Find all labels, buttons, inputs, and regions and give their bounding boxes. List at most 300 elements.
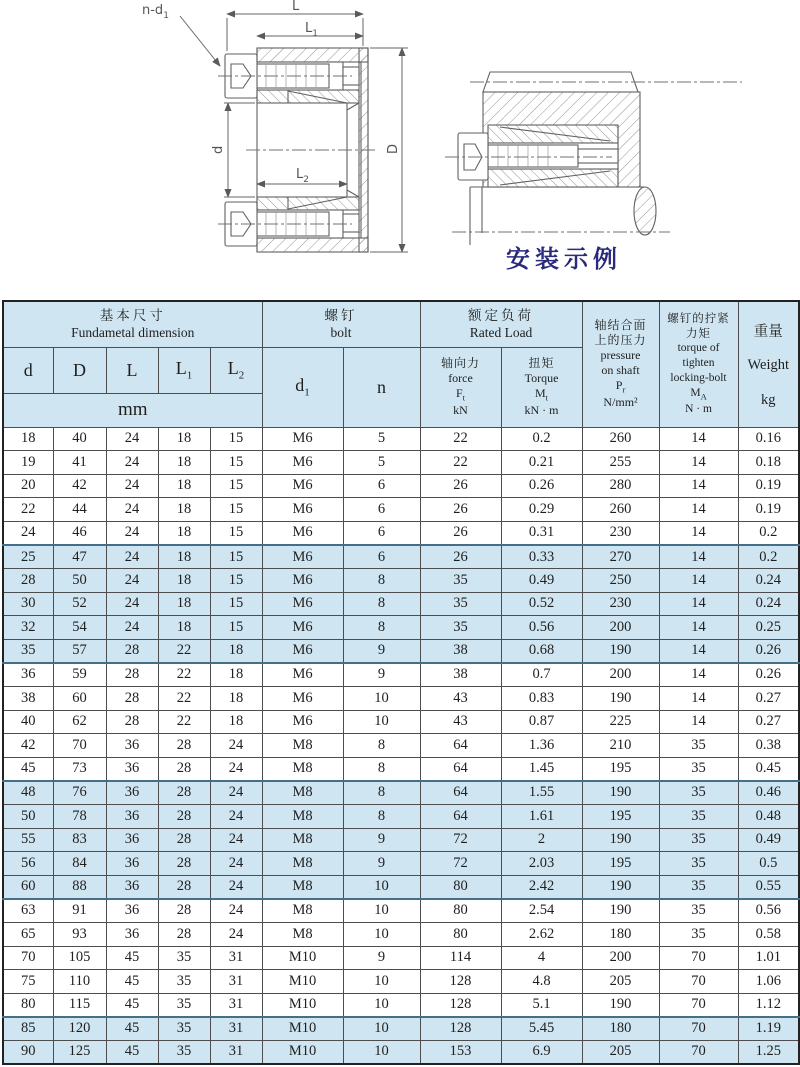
header-bolt-en: bolt xyxy=(330,324,352,340)
cell-d1: M8 xyxy=(262,781,343,805)
cell-locking-torque: 14 xyxy=(659,451,738,475)
cell-L1: 22 xyxy=(158,663,210,687)
cell-force: 64 xyxy=(420,734,501,758)
cell-force: 26 xyxy=(420,521,501,545)
cell-weight: 0.5 xyxy=(738,852,799,876)
cell-weight: 0.2 xyxy=(738,545,799,569)
cell-pressure: 195 xyxy=(582,805,659,829)
cell-pressure: 195 xyxy=(582,757,659,781)
cell-L2: 31 xyxy=(210,946,262,970)
cell-D: 88 xyxy=(53,875,106,899)
cell-pressure: 200 xyxy=(582,663,659,687)
cell-L1: 28 xyxy=(158,899,210,923)
cell-torque: 0.29 xyxy=(501,498,582,522)
cell-pressure: 190 xyxy=(582,828,659,852)
cell-torque: 1.45 xyxy=(501,757,582,781)
cell-L: 45 xyxy=(106,970,158,994)
cell-D: 73 xyxy=(53,757,106,781)
cell-torque: 2.62 xyxy=(501,922,582,946)
cell-D: 115 xyxy=(53,993,106,1017)
cell-locking-torque: 14 xyxy=(659,592,738,616)
cell-L1: 35 xyxy=(158,1040,210,1064)
cell-weight: 0.46 xyxy=(738,781,799,805)
cell-pressure: 190 xyxy=(582,639,659,663)
cell-n: 10 xyxy=(343,899,420,923)
cell-L2: 15 xyxy=(210,592,262,616)
cell-L1: 18 xyxy=(158,498,210,522)
cell-L2: 15 xyxy=(210,474,262,498)
table-row xyxy=(3,946,799,970)
cell-L1: 28 xyxy=(158,875,210,899)
cell-L1: 18 xyxy=(158,451,210,475)
cell-force: 80 xyxy=(420,922,501,946)
cell-D: 40 xyxy=(53,427,106,451)
cell-weight: 1.25 xyxy=(738,1040,799,1064)
cell-d1: M8 xyxy=(262,734,343,758)
cell-d1: M8 xyxy=(262,828,343,852)
dim-L2-label: $L_2$ xyxy=(296,167,309,185)
header-col-d: d xyxy=(3,347,53,393)
cell-L1: 18 xyxy=(158,474,210,498)
cell-D: 84 xyxy=(53,852,106,876)
cell-torque: 0.49 xyxy=(501,569,582,593)
cell-weight: 0.19 xyxy=(738,474,799,498)
cell-n: 5 xyxy=(343,451,420,475)
table-row xyxy=(3,875,799,899)
table-row xyxy=(3,451,799,475)
cell-torque: 0.26 xyxy=(501,474,582,498)
cell-d1: M8 xyxy=(262,757,343,781)
cell-d: 24 xyxy=(3,521,53,545)
cell-D: 50 xyxy=(53,569,106,593)
cell-locking-torque: 14 xyxy=(659,710,738,734)
cell-locking-torque: 14 xyxy=(659,474,738,498)
cell-weight: 0.58 xyxy=(738,922,799,946)
cell-D: 47 xyxy=(53,545,106,569)
cell-D: 42 xyxy=(53,474,106,498)
table-row xyxy=(3,710,799,734)
cell-n: 10 xyxy=(343,993,420,1017)
cell-L: 24 xyxy=(106,545,158,569)
cell-pressure: 190 xyxy=(582,899,659,923)
cell-d: 85 xyxy=(3,1017,53,1041)
cell-L2: 15 xyxy=(210,451,262,475)
cell-d: 80 xyxy=(3,993,53,1017)
cell-force: 128 xyxy=(420,1017,501,1041)
cell-locking-torque: 35 xyxy=(659,734,738,758)
cell-d: 38 xyxy=(3,687,53,711)
cell-n: 9 xyxy=(343,639,420,663)
cell-L2: 15 xyxy=(210,498,262,522)
cell-L2: 18 xyxy=(210,710,262,734)
cell-D: 105 xyxy=(53,946,106,970)
cell-d: 70 xyxy=(3,946,53,970)
hub-and-shaft xyxy=(458,72,656,245)
cell-pressure: 230 xyxy=(582,521,659,545)
header-basic-cn: 基本尺寸 xyxy=(99,308,166,324)
spec-table xyxy=(2,300,800,1065)
cell-weight: 0.24 xyxy=(738,569,799,593)
cell-n: 8 xyxy=(343,616,420,640)
cell-L2: 24 xyxy=(210,781,262,805)
header-force: 轴向力 force $F_t$ kN xyxy=(420,347,501,427)
header-basic-en: Fundametal dimension xyxy=(71,324,195,340)
cell-pressure: 200 xyxy=(582,616,659,640)
cell-d1: M10 xyxy=(262,1040,343,1064)
table-row xyxy=(3,922,799,946)
cell-pressure: 195 xyxy=(582,852,659,876)
cell-force: 26 xyxy=(420,498,501,522)
cell-force: 64 xyxy=(420,781,501,805)
cell-L: 36 xyxy=(106,781,158,805)
cell-L: 24 xyxy=(106,616,158,640)
cell-d: 20 xyxy=(3,474,53,498)
cell-force: 38 xyxy=(420,663,501,687)
cell-L: 28 xyxy=(106,710,158,734)
cell-locking-torque: 14 xyxy=(659,639,738,663)
cell-L: 36 xyxy=(106,922,158,946)
cell-locking-torque: 35 xyxy=(659,828,738,852)
header-col-L1: $L_1$ xyxy=(158,347,210,393)
cell-L2: 18 xyxy=(210,663,262,687)
cell-weight: 0.27 xyxy=(738,710,799,734)
cell-pressure: 205 xyxy=(582,1040,659,1064)
cell-force: 22 xyxy=(420,451,501,475)
cell-torque: 2.42 xyxy=(501,875,582,899)
cell-d: 90 xyxy=(3,1040,53,1064)
cell-weight: 1.12 xyxy=(738,993,799,1017)
cell-n: 8 xyxy=(343,569,420,593)
cell-pressure: 205 xyxy=(582,970,659,994)
cell-n: 8 xyxy=(343,781,420,805)
cell-d1: M6 xyxy=(262,616,343,640)
cell-n: 8 xyxy=(343,757,420,781)
cell-L: 24 xyxy=(106,569,158,593)
cell-locking-torque: 70 xyxy=(659,993,738,1017)
cell-L: 36 xyxy=(106,828,158,852)
cell-D: 83 xyxy=(53,828,106,852)
header-col-n: n xyxy=(343,347,420,427)
cell-locking-torque: 14 xyxy=(659,498,738,522)
cell-locking-torque: 14 xyxy=(659,521,738,545)
cell-weight: 0.49 xyxy=(738,828,799,852)
cell-d: 65 xyxy=(3,922,53,946)
cell-L: 45 xyxy=(106,993,158,1017)
cell-L2: 24 xyxy=(210,875,262,899)
cell-force: 35 xyxy=(420,592,501,616)
cell-L1: 35 xyxy=(158,1017,210,1041)
cell-pressure: 270 xyxy=(582,545,659,569)
table-row xyxy=(3,757,799,781)
cell-pressure: 255 xyxy=(582,451,659,475)
cell-L2: 18 xyxy=(210,639,262,663)
cell-torque: 0.31 xyxy=(501,521,582,545)
table-row xyxy=(3,828,799,852)
cell-d1: M6 xyxy=(262,639,343,663)
header-rated-en: Rated Load xyxy=(469,324,533,340)
cell-L1: 28 xyxy=(158,757,210,781)
cell-torque: 6.9 xyxy=(501,1040,582,1064)
cell-L1: 28 xyxy=(158,805,210,829)
cell-weight: 0.19 xyxy=(738,498,799,522)
cell-d: 32 xyxy=(3,616,53,640)
cell-pressure: 210 xyxy=(582,734,659,758)
cell-n: 10 xyxy=(343,970,420,994)
cell-pressure: 260 xyxy=(582,427,659,451)
cell-force: 128 xyxy=(420,970,501,994)
cell-n: 8 xyxy=(343,805,420,829)
cell-d1: M6 xyxy=(262,663,343,687)
table-row xyxy=(3,521,799,545)
cell-n: 9 xyxy=(343,946,420,970)
cell-locking-torque: 35 xyxy=(659,899,738,923)
cell-D: 70 xyxy=(53,734,106,758)
cell-L: 24 xyxy=(106,521,158,545)
cell-L1: 22 xyxy=(158,639,210,663)
cell-L: 36 xyxy=(106,805,158,829)
header-locking-torque: 螺钉的拧紧 力矩 torque of tighten locking-bolt $M_A$ N · m xyxy=(659,301,738,427)
cell-L: 36 xyxy=(106,852,158,876)
cell-L1: 28 xyxy=(158,922,210,946)
cell-locking-torque: 14 xyxy=(659,545,738,569)
cell-L1: 22 xyxy=(158,687,210,711)
dim-D-label: D xyxy=(386,143,401,154)
cell-weight: 0.24 xyxy=(738,592,799,616)
cell-d1: M10 xyxy=(262,1017,343,1041)
cell-pressure: 200 xyxy=(582,946,659,970)
cell-L: 36 xyxy=(106,734,158,758)
cell-locking-torque: 35 xyxy=(659,805,738,829)
cell-n: 10 xyxy=(343,687,420,711)
cell-L2: 15 xyxy=(210,616,262,640)
cell-L2: 24 xyxy=(210,734,262,758)
cell-weight: 0.16 xyxy=(738,427,799,451)
header-bolt-cn: 螺钉 xyxy=(324,308,358,324)
cell-d: 50 xyxy=(3,805,53,829)
cell-n: 5 xyxy=(343,427,420,451)
cell-locking-torque: 35 xyxy=(659,852,738,876)
cell-d: 60 xyxy=(3,875,53,899)
dim-L-label: L xyxy=(292,0,300,14)
cell-torque: 1.55 xyxy=(501,781,582,805)
cell-L: 24 xyxy=(106,474,158,498)
table-row xyxy=(3,970,799,994)
cell-locking-torque: 35 xyxy=(659,922,738,946)
cell-L1: 18 xyxy=(158,592,210,616)
cell-weight: 1.19 xyxy=(738,1017,799,1041)
cell-L: 28 xyxy=(106,687,158,711)
cell-d: 18 xyxy=(3,427,53,451)
cell-D: 54 xyxy=(53,616,106,640)
cell-force: 35 xyxy=(420,616,501,640)
cell-L2: 24 xyxy=(210,757,262,781)
cell-d1: M8 xyxy=(262,852,343,876)
cell-n: 8 xyxy=(343,592,420,616)
cell-locking-torque: 14 xyxy=(659,616,738,640)
cell-d: 35 xyxy=(3,639,53,663)
header-rated-cn: 额定负荷 xyxy=(468,308,535,324)
cell-torque: 4 xyxy=(501,946,582,970)
cell-pressure: 190 xyxy=(582,993,659,1017)
cell-d1: M6 xyxy=(262,474,343,498)
cell-L2: 31 xyxy=(210,1040,262,1064)
dim-d-label: d xyxy=(211,145,226,154)
cell-L1: 28 xyxy=(158,734,210,758)
cell-weight: 0.55 xyxy=(738,875,799,899)
cell-force: 114 xyxy=(420,946,501,970)
cell-weight: 0.2 xyxy=(738,521,799,545)
cell-L1: 35 xyxy=(158,993,210,1017)
cell-n: 9 xyxy=(343,663,420,687)
cell-L1: 28 xyxy=(158,852,210,876)
cell-d1: M6 xyxy=(262,569,343,593)
cell-d1: M6 xyxy=(262,498,343,522)
cell-L2: 18 xyxy=(210,687,262,711)
cell-L: 45 xyxy=(106,1017,158,1041)
cell-torque: 0.33 xyxy=(501,545,582,569)
cell-L2: 31 xyxy=(210,1017,262,1041)
cell-weight: 0.26 xyxy=(738,639,799,663)
cell-d1: M6 xyxy=(262,451,343,475)
cell-D: 60 xyxy=(53,687,106,711)
cell-locking-torque: 35 xyxy=(659,875,738,899)
cell-D: 93 xyxy=(53,922,106,946)
cell-L2: 31 xyxy=(210,970,262,994)
cell-n: 10 xyxy=(343,1017,420,1041)
cell-d1: M8 xyxy=(262,805,343,829)
cell-L2: 15 xyxy=(210,545,262,569)
cell-weight: 0.45 xyxy=(738,757,799,781)
bolt-count-label: $n-d_1$ xyxy=(142,3,169,21)
cell-torque: 5.1 xyxy=(501,993,582,1017)
header-col-d1: $d_1$ xyxy=(262,347,343,427)
cell-torque: 0.21 xyxy=(501,451,582,475)
header-rated-load xyxy=(420,301,582,347)
cell-force: 128 xyxy=(420,993,501,1017)
cell-D: 125 xyxy=(53,1040,106,1064)
cell-torque: 1.61 xyxy=(501,805,582,829)
cell-D: 46 xyxy=(53,521,106,545)
cell-pressure: 225 xyxy=(582,710,659,734)
cell-d1: M6 xyxy=(262,687,343,711)
cell-force: 72 xyxy=(420,852,501,876)
header-torque: 扭矩 Torque $M_t$ kN · m xyxy=(501,347,582,427)
cell-force: 64 xyxy=(420,805,501,829)
cell-force: 80 xyxy=(420,899,501,923)
cell-torque: 0.52 xyxy=(501,592,582,616)
cell-locking-torque: 14 xyxy=(659,687,738,711)
cell-locking-torque: 35 xyxy=(659,757,738,781)
cell-locking-torque: 70 xyxy=(659,1040,738,1064)
cell-D: 91 xyxy=(53,899,106,923)
cell-weight: 0.38 xyxy=(738,734,799,758)
cell-d: 25 xyxy=(3,545,53,569)
cell-L2: 15 xyxy=(210,521,262,545)
header-weight: 重量 Weight kg xyxy=(738,301,799,427)
cell-n: 6 xyxy=(343,474,420,498)
cell-D: 57 xyxy=(53,639,106,663)
cell-d: 22 xyxy=(3,498,53,522)
table-row xyxy=(3,1017,799,1041)
table-row xyxy=(3,781,799,805)
cell-n: 10 xyxy=(343,875,420,899)
cell-weight: 1.06 xyxy=(738,970,799,994)
cell-L1: 35 xyxy=(158,970,210,994)
cell-L1: 22 xyxy=(158,710,210,734)
cell-n: 10 xyxy=(343,1040,420,1064)
cell-force: 43 xyxy=(420,687,501,711)
header-col-L: L xyxy=(106,347,158,393)
cell-force: 22 xyxy=(420,427,501,451)
cell-n: 10 xyxy=(343,710,420,734)
cell-d1: M8 xyxy=(262,922,343,946)
table-row xyxy=(3,687,799,711)
cell-d: 19 xyxy=(3,451,53,475)
cell-torque: 0.87 xyxy=(501,710,582,734)
cell-torque: 2.54 xyxy=(501,899,582,923)
table-row xyxy=(3,639,799,663)
locking-bolt-head xyxy=(458,133,488,180)
cell-force: 64 xyxy=(420,757,501,781)
cell-L: 24 xyxy=(106,498,158,522)
cell-torque: 0.7 xyxy=(501,663,582,687)
cell-d1: M8 xyxy=(262,875,343,899)
cell-locking-torque: 14 xyxy=(659,427,738,451)
cell-n: 8 xyxy=(343,734,420,758)
cell-locking-torque: 70 xyxy=(659,970,738,994)
table-row xyxy=(3,427,799,451)
cell-locking-torque: 70 xyxy=(659,1017,738,1041)
cell-weight: 0.26 xyxy=(738,663,799,687)
cell-L: 28 xyxy=(106,663,158,687)
cell-L: 24 xyxy=(106,427,158,451)
cell-locking-torque: 14 xyxy=(659,663,738,687)
cell-L: 24 xyxy=(106,451,158,475)
cell-L: 36 xyxy=(106,757,158,781)
cell-L2: 24 xyxy=(210,899,262,923)
installation-example-caption: 安装示例 xyxy=(506,245,622,273)
spec-table-body xyxy=(3,427,799,1064)
cell-D: 41 xyxy=(53,451,106,475)
cell-d1: M6 xyxy=(262,427,343,451)
cell-d: 75 xyxy=(3,970,53,994)
cell-weight: 0.25 xyxy=(738,616,799,640)
table-row xyxy=(3,592,799,616)
cell-d1: M6 xyxy=(262,592,343,616)
cell-pressure: 230 xyxy=(582,592,659,616)
cell-L1: 18 xyxy=(158,427,210,451)
locking-assembly-section-drawing xyxy=(128,0,438,296)
table-row xyxy=(3,1040,799,1064)
cell-torque: 4.8 xyxy=(501,970,582,994)
cell-L1: 35 xyxy=(158,946,210,970)
cell-weight: 0.56 xyxy=(738,899,799,923)
cell-locking-torque: 70 xyxy=(659,946,738,970)
cell-pressure: 280 xyxy=(582,474,659,498)
cell-L1: 18 xyxy=(158,521,210,545)
cell-force: 35 xyxy=(420,569,501,593)
table-row xyxy=(3,663,799,687)
header-basic-dimension xyxy=(3,301,262,347)
cell-d: 45 xyxy=(3,757,53,781)
cell-L: 28 xyxy=(106,639,158,663)
table-row xyxy=(3,498,799,522)
cell-force: 72 xyxy=(420,828,501,852)
table-row xyxy=(3,805,799,829)
cell-torque: 0.56 xyxy=(501,616,582,640)
table-row xyxy=(3,474,799,498)
cell-d: 40 xyxy=(3,710,53,734)
